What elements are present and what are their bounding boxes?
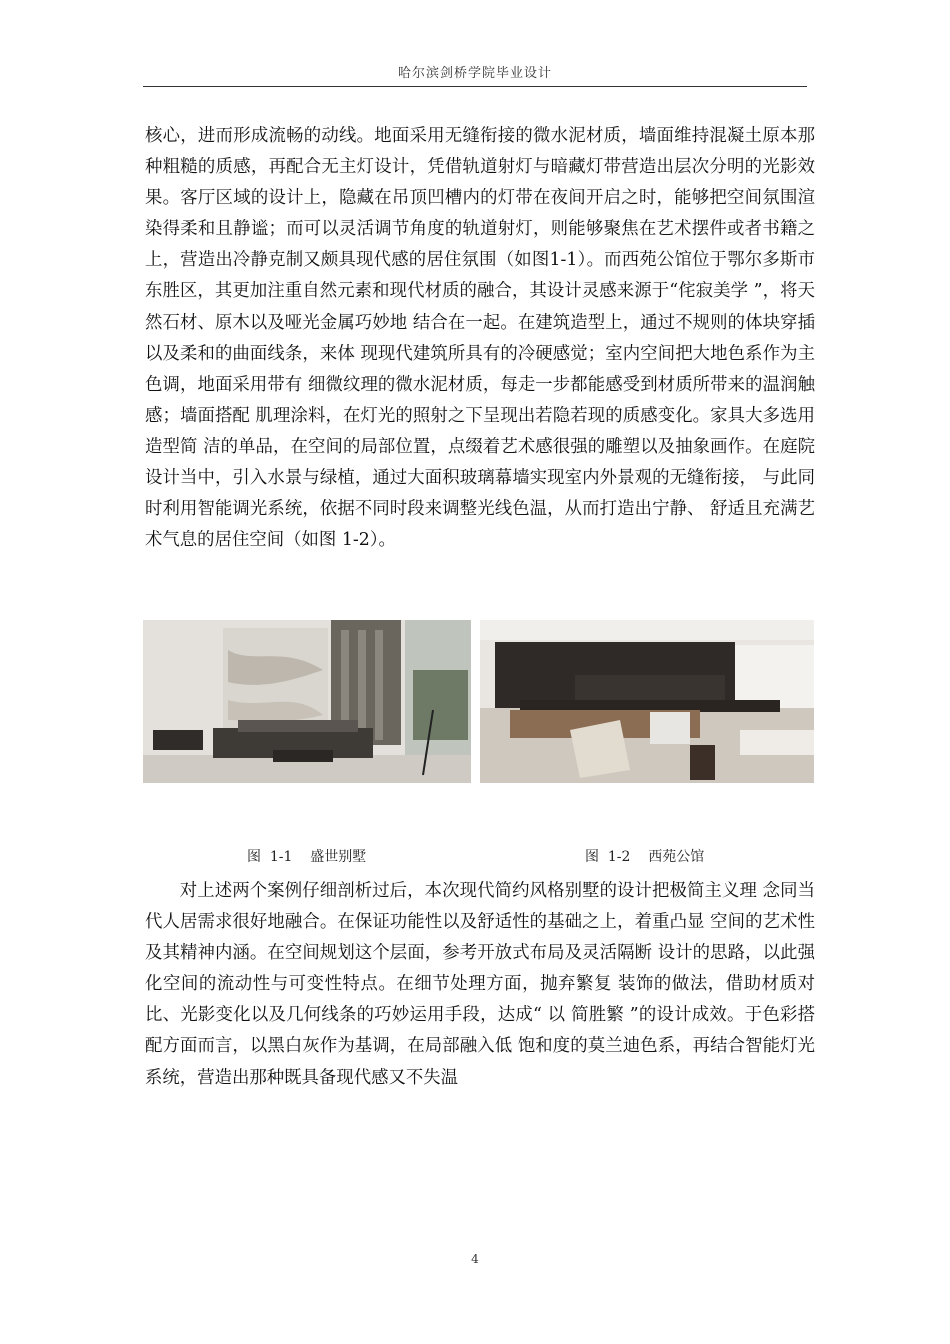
body-paragraph-1: 核心，进而形成流畅的动线。地面采用无缝衔接的微水泥材质，墙面维持混凝土原本那种粗糙的质感，再配合无主灯设计，凭借轨道射灯与暗藏灯带营造出层次分明的光影效果。客厅区域的设计上，隐藏在吊顶凹槽内的灯带在夜间开启之时，能够把空间氛围渲染得柔和且静谧；而可以灵活调节角度的轨道射灯，则能够聚焦在艺术摆件或者书籍之上，营造出冷静克制又颇具现代感的居住氛围（如图1-1）。而西苑公馆位于鄂尔多斯市东胜区，其更加注重自然元素和现代材质的融合，其设计灵感来源于“侘寂美学 ”，将天然石材、原木以及哑光金属巧妙地 结合在一起。在建筑造型上，通过不规则的体块穿插以及柔和的曲面线条，来体 现现代建筑所具有的冷硬感觉；室内空间把大地色系作为主色调，地面采用带有 细微纹理的微水泥材质，每走一步都能感受到材质所带来的温润触感；墙面搭配 肌理涂料，在灯光的照射之下呈现出若隐若现的质感变化。家具大多选用造型简 洁的单品，在空间的局部位置，点缀着艺术感很强的雕塑以及抽象画作。在庭院 设计当中，引入水景与绿植，通过大面积玻璃幕墙实现室内外景观的无缝衔接， 与此同时利用智能调光系统，依据不同时段来调整光线色温，从而打造出宁静、 舒适且充满艺术气息的居住空间（如图 1-2）。	[145, 126, 815, 551]
figure-1-2-image	[480, 620, 814, 783]
figure-1-1-image	[143, 620, 471, 783]
page-number: 4	[471, 1252, 479, 1266]
header-divider	[143, 86, 807, 87]
body-paragraph-2: 对上述两个案例仔细剖析过后，本次现代简约风格别墅的设计把极简主义理 念同当代人居需求很好地融合。在保证功能性以及舒适性的基础之上，着重凸显 空间的艺术性及其精神内涵。在空间规划这个层面，参考开放式布局及灵活隔断 设计的思路，以此强化空间的流动性与可变性特点。在细节处理方面，抛弃繁复 装饰的做法，借助材质对比、光影变化以及几何线条的巧妙运用手段，达成“ 以 简胜繁 ”的设计成效。于色彩搭配方面而言，以黑白灰作为基调，在局部融入低 饱和度的莫兰迪色系，再结合智能灯光系统，营造出那种既具备现代感又不失温	[145, 881, 815, 1088]
page-header-title: 哈尔滨剑桥学院毕业设计	[397, 66, 552, 81]
figure-1-2-caption: 图 1-2 西苑公馆	[585, 849, 705, 865]
figure-1-1-caption: 图 1-1 盛世别墅	[247, 849, 367, 865]
